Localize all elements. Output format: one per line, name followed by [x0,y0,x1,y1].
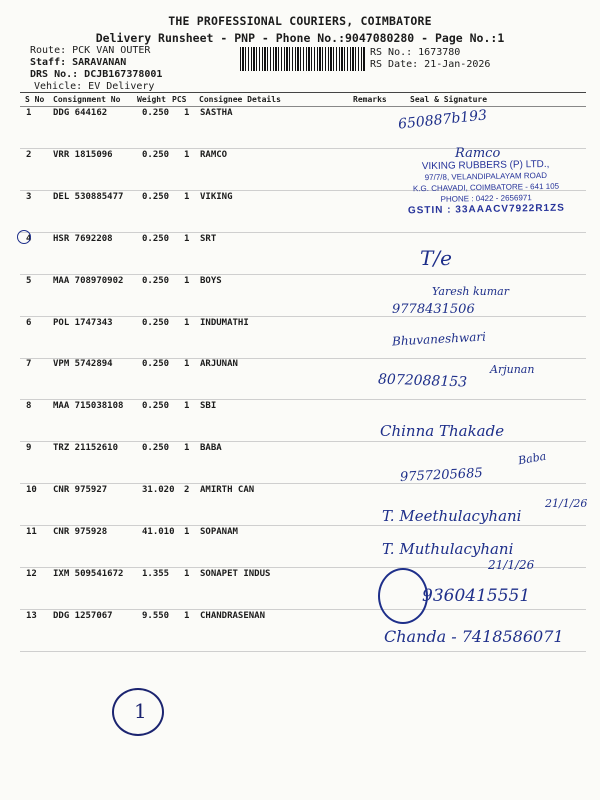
row-consignment-no: VRR 1815096 [53,150,113,160]
barcode [240,47,366,71]
row-pcs: 1 [184,359,190,369]
company-seal-stamp [386,158,587,216]
row-pcs: 1 [184,276,190,286]
row-sno: 10 [26,485,37,495]
row-weight: 0.250 [142,401,170,411]
signature-row-11: T. Muthulacyhani [382,540,514,558]
row-consignee: SRT [200,234,217,244]
row-consignee: CHANDRASENAN [200,611,266,621]
company-title: THE PROFESSIONAL COURIERS, COIMBATORE [168,14,432,28]
route-label: Route: PCK VAN OUTER [30,45,151,56]
row-pcs: 1 [184,401,190,411]
signature-row-9-name: Baba [517,449,548,468]
stamp-line-2: 97/7/8, VELANDIPALAYAM ROAD [424,170,548,183]
signature-row-12: 9360415551 [422,586,531,606]
signature-row-9-phone: 9757205685 [399,465,484,486]
row-pcs: 1 [184,192,190,202]
row-consignment-no: CNR 975928 [53,527,108,537]
signature-row-12-scribble [378,568,428,624]
row-consignee: AMIRTH CAN [200,485,255,495]
columns-separator [20,106,586,107]
row-consignment-no: IXM 509541672 [53,569,124,579]
row-consignment-no: MAA 708970902 [53,276,124,286]
row-divider [20,399,586,400]
col-remarks: Remarks [353,95,387,104]
row-weight: 9.550 [142,611,170,621]
row-divider [20,609,586,610]
stamp-line-3: K.G. CHAVADI, COIMBATORE - 641 105 [412,181,560,194]
signature-row-5-phone: 9778431506 [392,302,475,317]
row-consignee: SOPANAM [200,527,238,537]
staff-label: Staff: SARAVANAN [30,57,127,68]
row-sno: 8 [26,401,32,411]
row-consignment-no: MAA 715038108 [53,401,124,411]
row-divider [20,651,586,652]
page-number-text: 1 [134,699,147,723]
row-consignment-no: HSR 7692208 [53,234,113,244]
row-sno: 5 [26,276,32,286]
row-divider [20,525,586,526]
runsheet-subtitle: Delivery Runsheet - PNP - Phone No.:9047080280 - Page No.:1 [95,31,505,45]
row-consignment-no: DEL 530885477 [53,192,124,202]
col-consignment: Consignment No [53,95,121,104]
row-sno: 6 [26,318,32,328]
row-weight: 41.010 [142,527,175,537]
row-divider [20,274,586,275]
page-number-mark [112,688,164,736]
row-consignee: ARJUNAN [200,359,238,369]
signature-row-7-phone: 8072088153 [377,371,468,391]
row-pcs: 1 [184,108,190,118]
row-weight: 0.250 [142,108,170,118]
row-divider [20,316,586,317]
row-sno: 12 [26,569,37,579]
row-consignee: SASTHA [200,108,233,118]
row-sno: 9 [26,443,32,453]
row-divider [20,148,586,149]
row-consignee: VIKING [200,192,233,202]
row-consignment-no: POL 1747343 [53,318,113,328]
stamp-line-4: PHONE : 0422 - 2656971 [440,193,532,204]
row-weight: 31.020 [142,485,175,495]
stamp-line-5: GSTIN : 33AAACV7922R1ZS [407,202,565,217]
row-pcs: 2 [184,485,190,495]
row-consignee: SONAPET INDUS [200,569,271,579]
row-sno: 1 [26,108,32,118]
row-pcs: 1 [184,318,190,328]
row-pcs: 1 [184,150,190,160]
row-weight: 0.250 [142,192,170,202]
signature-row-10-date: 21/1/26 [545,497,588,510]
col-sno: S No [25,95,45,104]
row-consignment-no: DDG 644162 [53,108,108,118]
row-consignment-no: DDG 1257067 [53,611,113,621]
signature-row-7-name: Arjunan [490,363,535,376]
row-pcs: 1 [184,569,190,579]
row-weight: 0.250 [142,276,170,286]
row-weight: 0.250 [142,150,170,160]
row-pcs: 1 [184,611,190,621]
stamp-line-1: VIKING RUBBERS (P) LTD., [421,158,550,173]
signature-row-2: Ramco [455,146,501,161]
row-sno: 11 [26,527,37,537]
row-consignee: BOYS [200,276,222,286]
signature-row-8: Chinna Thakade [380,422,505,440]
col-seal-signature: Seal & Signature [410,95,488,104]
col-weight: Weight [137,95,166,104]
signature-row-11-date: 21/1/26 [488,558,535,572]
row-consignment-no: TRZ 21152610 [53,443,119,453]
row-divider [20,483,586,484]
row-pcs: 1 [184,443,190,453]
rs-date: RS Date: 21-Jan-2026 [370,59,491,70]
row-sno: 3 [26,192,32,202]
row-consignee: INDUMATHI [200,318,249,328]
signature-row-6: Bhuvaneshwari [391,329,487,349]
row-pcs: 1 [184,527,190,537]
row-weight: 0.250 [142,234,170,244]
row-weight: 0.250 [142,318,170,328]
row-sno: 13 [26,611,37,621]
signature-row-13: Chanda - 7418586071 [384,627,564,646]
rs-number: RS No.: 1673780 [370,47,461,58]
header-separator [20,92,586,93]
row-consignee: RAMCO [200,150,228,160]
row-sno: 7 [26,359,32,369]
signature-row-10: T. Meethulacyhani [382,507,522,525]
row-consignment-no: VPM 5742894 [53,359,113,369]
signature-row-5-name: Yaresh kumar [432,285,509,298]
row-sno: 2 [26,150,32,160]
row-divider [20,441,586,442]
row-4-circle-mark [17,230,31,244]
row-weight: 0.250 [142,359,170,369]
row-consignment-no: CNR 975927 [53,485,108,495]
signature-row-1: 650887b193 [397,107,488,133]
col-pcs: PCS [172,95,187,104]
row-weight: 1.355 [142,569,170,579]
row-divider [20,232,586,233]
row-pcs: 1 [184,234,190,244]
col-consignee: Consignee Details [199,95,281,104]
drs-number: DRS No.: DCJB167378001 [30,69,163,80]
row-consignee: BABA [200,443,222,453]
row-sno: 4 [26,234,32,244]
signature-row-4: T/e [420,246,452,270]
vehicle-label: Vehicle: EV Delivery [34,81,155,92]
row-consignee: SBI [200,401,217,411]
row-weight: 0.250 [142,443,170,453]
